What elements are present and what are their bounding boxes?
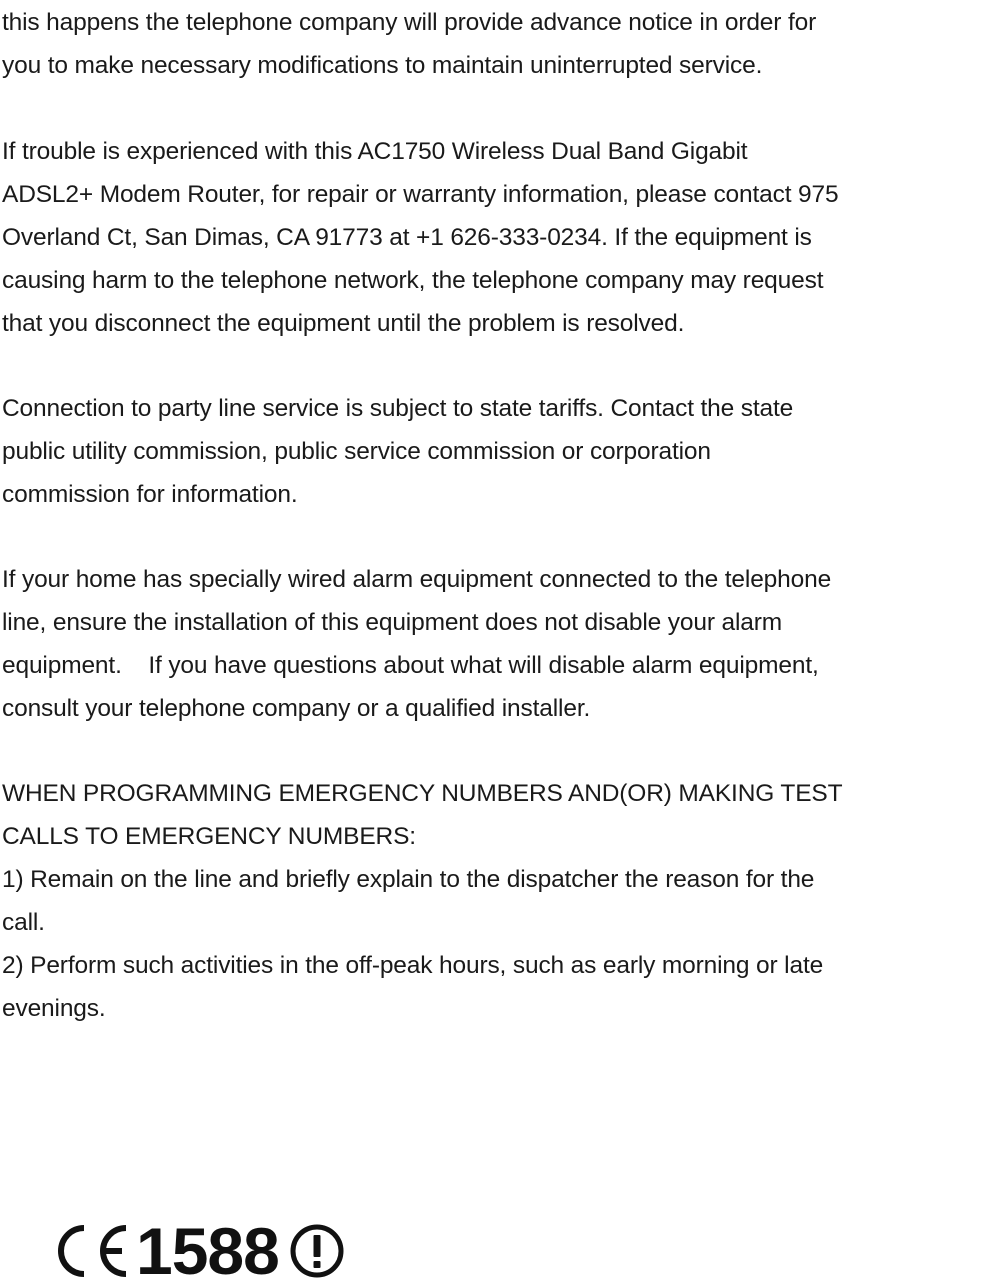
text-line: public utility commission, public service commission or corporation	[2, 438, 711, 465]
exclamation-circle-icon	[289, 1223, 345, 1279]
text-line: causing harm to the telephone network, the telephone company may request	[2, 267, 824, 294]
text-line: WHEN PROGRAMMING EMERGENCY NUMBERS AND(OR) MAKING TEST	[2, 780, 843, 807]
ce-mark-icon	[50, 1222, 132, 1280]
text-line: Connection to party line service is subject to state tariffs. Contact the state	[2, 395, 794, 422]
text-line: Overland Ct, San Dimas, CA 91773 at +1 626-333-0234. If the equipment is	[2, 224, 812, 251]
text-line: 2) Perform such activities in the off-peak hours, such as early morning or late	[2, 952, 824, 979]
text-line: commission for information.	[2, 481, 298, 508]
text-line: this happens the telephone company will provide advance notice in order for	[2, 9, 817, 36]
text-line: 1) Remain on the line and briefly explain to the dispatcher the reason for the	[2, 866, 815, 893]
text-line: CALLS TO EMERGENCY NUMBERS:	[2, 823, 416, 850]
text-line: ADSL2+ Modem Router, for repair or warranty information, please contact 975	[2, 181, 839, 208]
notified-body-number: 1588	[136, 1214, 279, 1288]
text-line: If trouble is experienced with this AC1750 Wireless Dual Band Gigabit	[2, 138, 748, 165]
text-line: consult your telephone company or a qualified installer.	[2, 695, 591, 722]
certification-mark	[50, 1216, 345, 1286]
text-line: that you disconnect the equipment until the problem is resolved.	[2, 310, 685, 337]
text-line: you to make necessary modifications to maintain uninterrupted service.	[2, 52, 763, 79]
text-line: line, ensure the installation of this equipment does not disable your alarm	[2, 609, 783, 636]
text-line: If your home has specially wired alarm equipment connected to the telephone	[2, 566, 832, 593]
text-line: call.	[2, 909, 45, 936]
text-line: equipment. If you have questions about what will disable alarm equipment,	[2, 652, 819, 679]
text-line: evenings.	[2, 995, 106, 1022]
